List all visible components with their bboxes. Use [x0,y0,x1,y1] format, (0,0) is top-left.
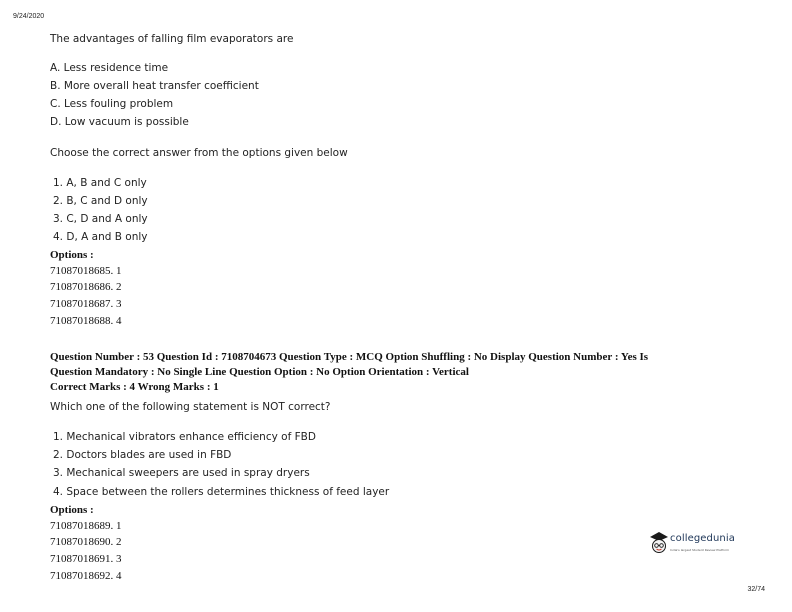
option-id-2: 71087018690. 2 [50,536,122,548]
collegedunia-logo [648,530,740,556]
question-marks: Correct Marks : 4 Wrong Marks : 1 [50,381,219,393]
statement-b: B. More overall heat transfer coefficient [50,80,259,92]
choice-2: 2. B, C and D only [53,195,148,207]
option-id-1: 71087018685. 1 [50,265,122,277]
question-header-line2: Question Mandatory : No Single Line Question Option : No Option Orientation : Vertical [50,366,469,378]
option-id-4: 71087018688. 4 [50,315,122,327]
logo-wordmark: collegedunia [670,533,735,544]
choice-3: 3. C, D and A only [53,213,148,225]
options-label: Options : [50,249,94,261]
print-date: 9/24/2020 [13,13,45,20]
choice-3: 3. Mechanical sweepers are used in spray dryers [53,467,310,479]
question-text: The advantages of falling film evaporators are [50,33,294,45]
choice-4: 4. D, A and B only [53,231,148,243]
graduate-mascot-icon [648,530,670,556]
question-text: Which one of the following statement is NOT correct? [50,401,331,413]
page-number: 32/74 [747,586,765,593]
options-label: Options : [50,504,94,516]
statement-a: A. Less residence time [50,62,169,74]
choice-2: 2. Doctors blades are used in FBD [53,449,232,461]
option-id-3: 71087018691. 3 [50,553,122,565]
choice-1: 1. A, B and C only [53,177,147,189]
instruction-text: Choose the correct answer from the options given below [50,147,348,159]
option-id-2: 71087018686. 2 [50,281,122,293]
question-header-line1: Question Number : 53 Question Id : 7108704673 Question Type : MCQ Option Shuffling : No Display Question Number : Yes Is [50,351,649,363]
option-id-3: 71087018687. 3 [50,298,122,310]
choice-1: 1. Mechanical vibrators enhance efficiency of FBD [53,431,316,443]
choice-4: 4. Space between the rollers determines thickness of feed layer [53,486,390,498]
option-id-1: 71087018689. 1 [50,520,122,532]
statement-d: D. Low vacuum is possible [50,116,189,128]
option-id-4: 71087018692. 4 [50,570,122,582]
statement-c: C. Less fouling problem [50,98,174,110]
logo-tagline: India's largest Student Review Platform [670,548,730,552]
